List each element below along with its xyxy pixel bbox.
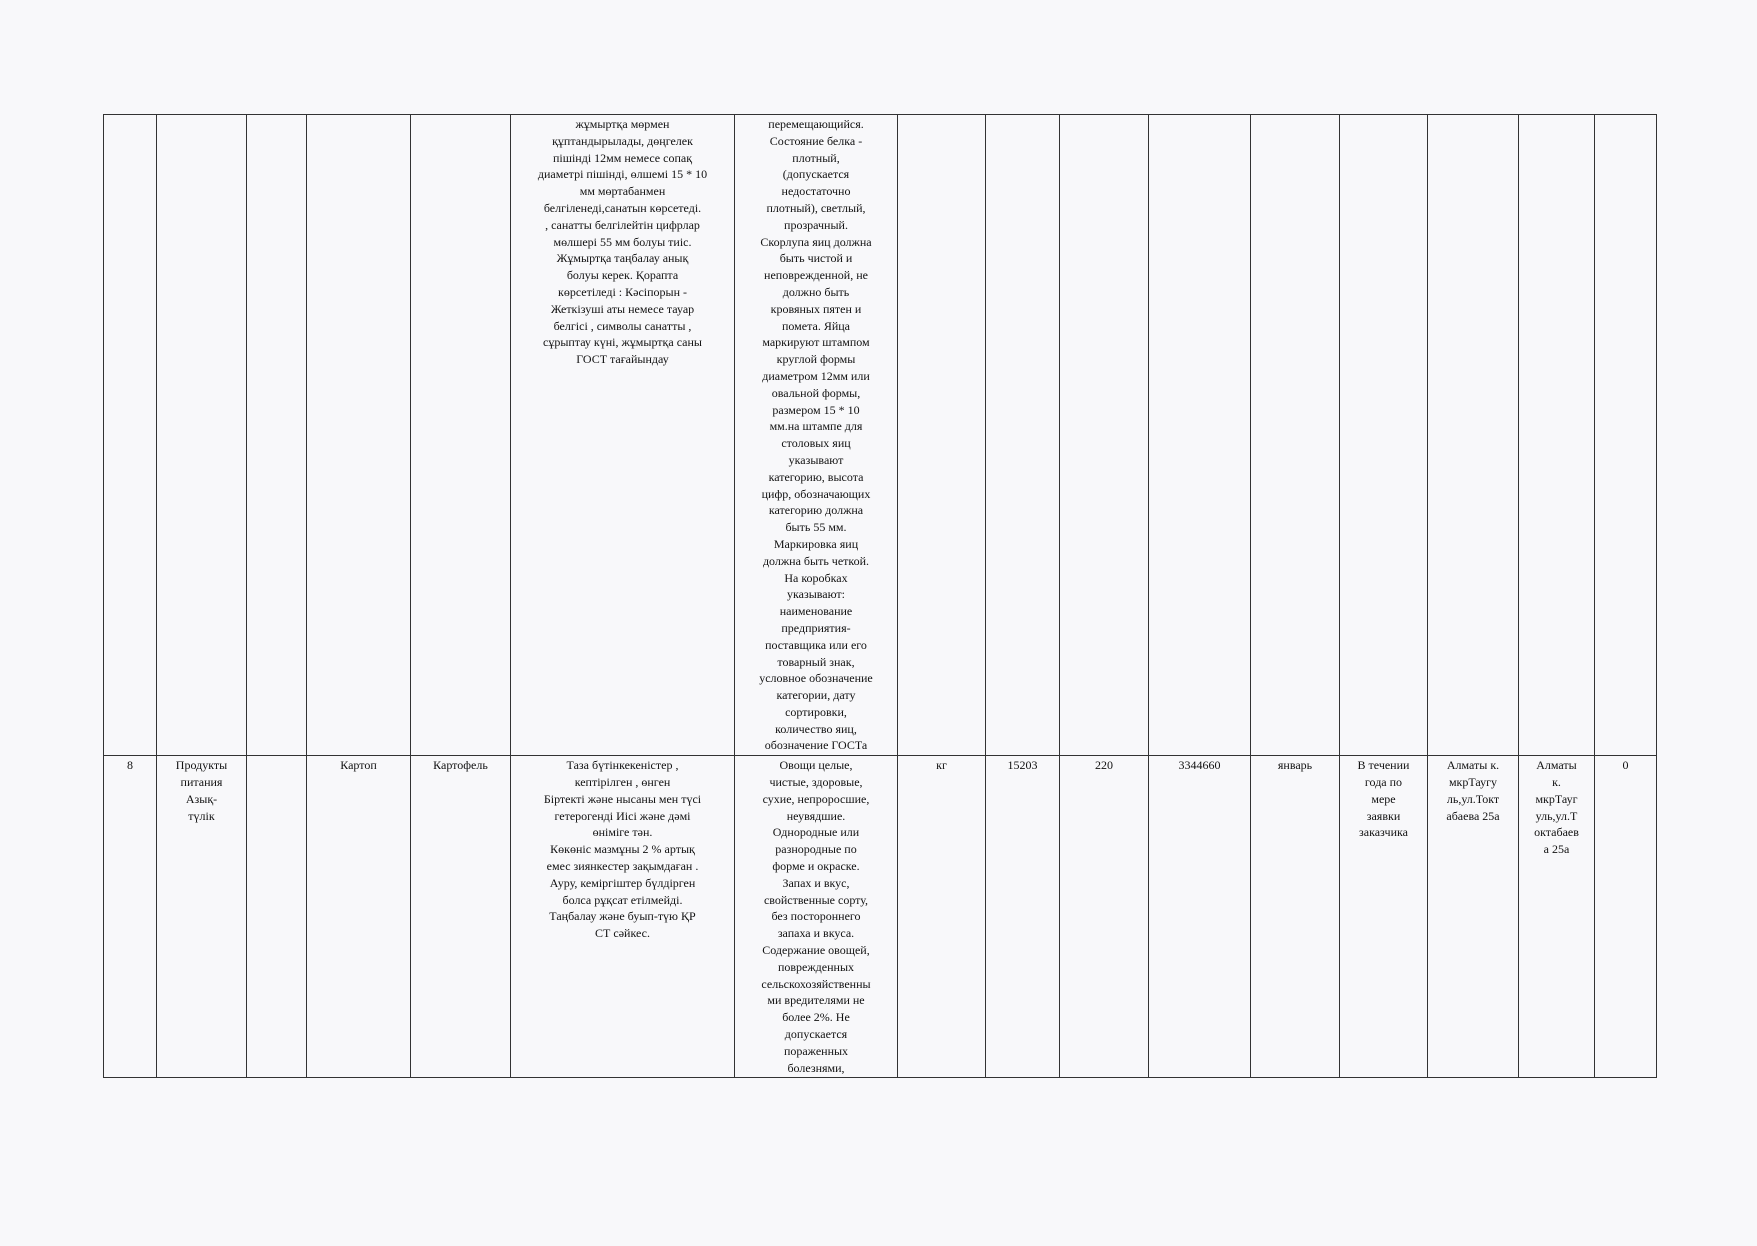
spec-kz-cell: жұмыртқа мөрмен құптандырылады, дөңгелек пішінді 12мм немесе сопақ диаметрі пішінді, өлшемі 15 * 10 мм мөртабанмен белгіленеді,санатын көрсетеді. , санатты белгілейтін цифрлар мөлшері 55 мм болуы тиіс. Жұмыртқа таңбалау анық болуы керек. Қорапта көрсетіледі : Кәсіпорын - Жеткізуші аты немесе тауар белгісі , символы санатты , сұрыптау күні, жұмыртқа саны ГОСТ тағайындау <box>511 115 735 756</box>
quantity-cell <box>986 115 1060 756</box>
unit-cell <box>898 115 986 756</box>
delivery-place-cell-2 <box>1519 115 1595 756</box>
name-kz-cell: Картоп <box>307 756 411 1078</box>
delivery-place-cell: Алматы к. мкрТаугу ль,ул.Токт абаева 25а <box>1428 756 1519 1078</box>
name-kz-cell <box>307 115 411 756</box>
spec-ru-cell: перемещающийся. Состояние белка - плотный, (допускается недостаточно плотный), светлый, прозрачный. Скорлупа яиц должна быть чистой и неповрежденной, не должно быть кровяных пятен и помета. Яйца маркируют штампом круглой формы диаметром 12мм или овальной формы, размером 15 * 10 мм.на штампе для столовых яиц указывают категорию, высота цифр, обозначающих категорию должна быть 55 мм. Маркировка яиц должна быть четкой. На коробках указывают: наименование предприятия- поставщика или его товарный знак, условное обозначение категории, дату сортировки, количество яиц, обозначение ГОСТа <box>735 115 898 756</box>
unit-cell: кг <box>898 756 986 1078</box>
delivery-place-cell-2: Алматы к. мкрТауг уль,ул.Т октабаев а 25а <box>1519 756 1595 1078</box>
category-cell: Продукты питания Азық- түлік <box>157 756 247 1078</box>
quantity-cell: 15203 <box>986 756 1060 1078</box>
row-number <box>104 115 157 756</box>
delivery-place-cell <box>1428 115 1519 756</box>
spec-kz-cell: Таза бүтінкекеністер , кептірілген , өнген Біртекті және нысаны мен түсі гетерогенді Иісі және дәмі өніміге тән. Көкөніс мазмұны 2 % артық емес зиянкестер зақымдаған . Ауру, кеміргіштер бүлдірген болса рұқсат етілмейді. Таңбалау және буып-түю ҚР СТ сәйкес. <box>511 756 735 1078</box>
name-ru-cell: Картофель <box>411 756 511 1078</box>
price-cell: 220 <box>1060 756 1149 1078</box>
name-ru-cell <box>411 115 511 756</box>
month-cell: январь <box>1251 756 1340 1078</box>
table-row <box>104 115 1657 756</box>
advance-cell: 0 <box>1595 756 1657 1078</box>
row-number: 8 <box>104 756 157 1078</box>
sum-cell <box>1149 115 1251 756</box>
price-cell <box>1060 115 1149 756</box>
term-cell <box>1340 115 1428 756</box>
empty-cell <box>247 115 307 756</box>
spec-ru-cell: Овощи целые, чистые, здоровые, сухие, непроросшие, неувядшие. Однородные или разнородные по форме и окраске. Запах и вкус, свойственные сорту, без постороннего запаха и вкуса. Содержание овощей, поврежденных сельскохозяйственны ми вредителями не более 2%. Не допускается пораженных болезнями, <box>735 756 898 1078</box>
empty-cell <box>247 756 307 1078</box>
procurement-table <box>103 114 1657 1078</box>
sum-cell: 3344660 <box>1149 756 1251 1078</box>
table-row <box>104 756 1657 1078</box>
term-cell: В течении года по мере заявки заказчика <box>1340 756 1428 1078</box>
advance-cell <box>1595 115 1657 756</box>
month-cell <box>1251 115 1340 756</box>
category-cell <box>157 115 247 756</box>
